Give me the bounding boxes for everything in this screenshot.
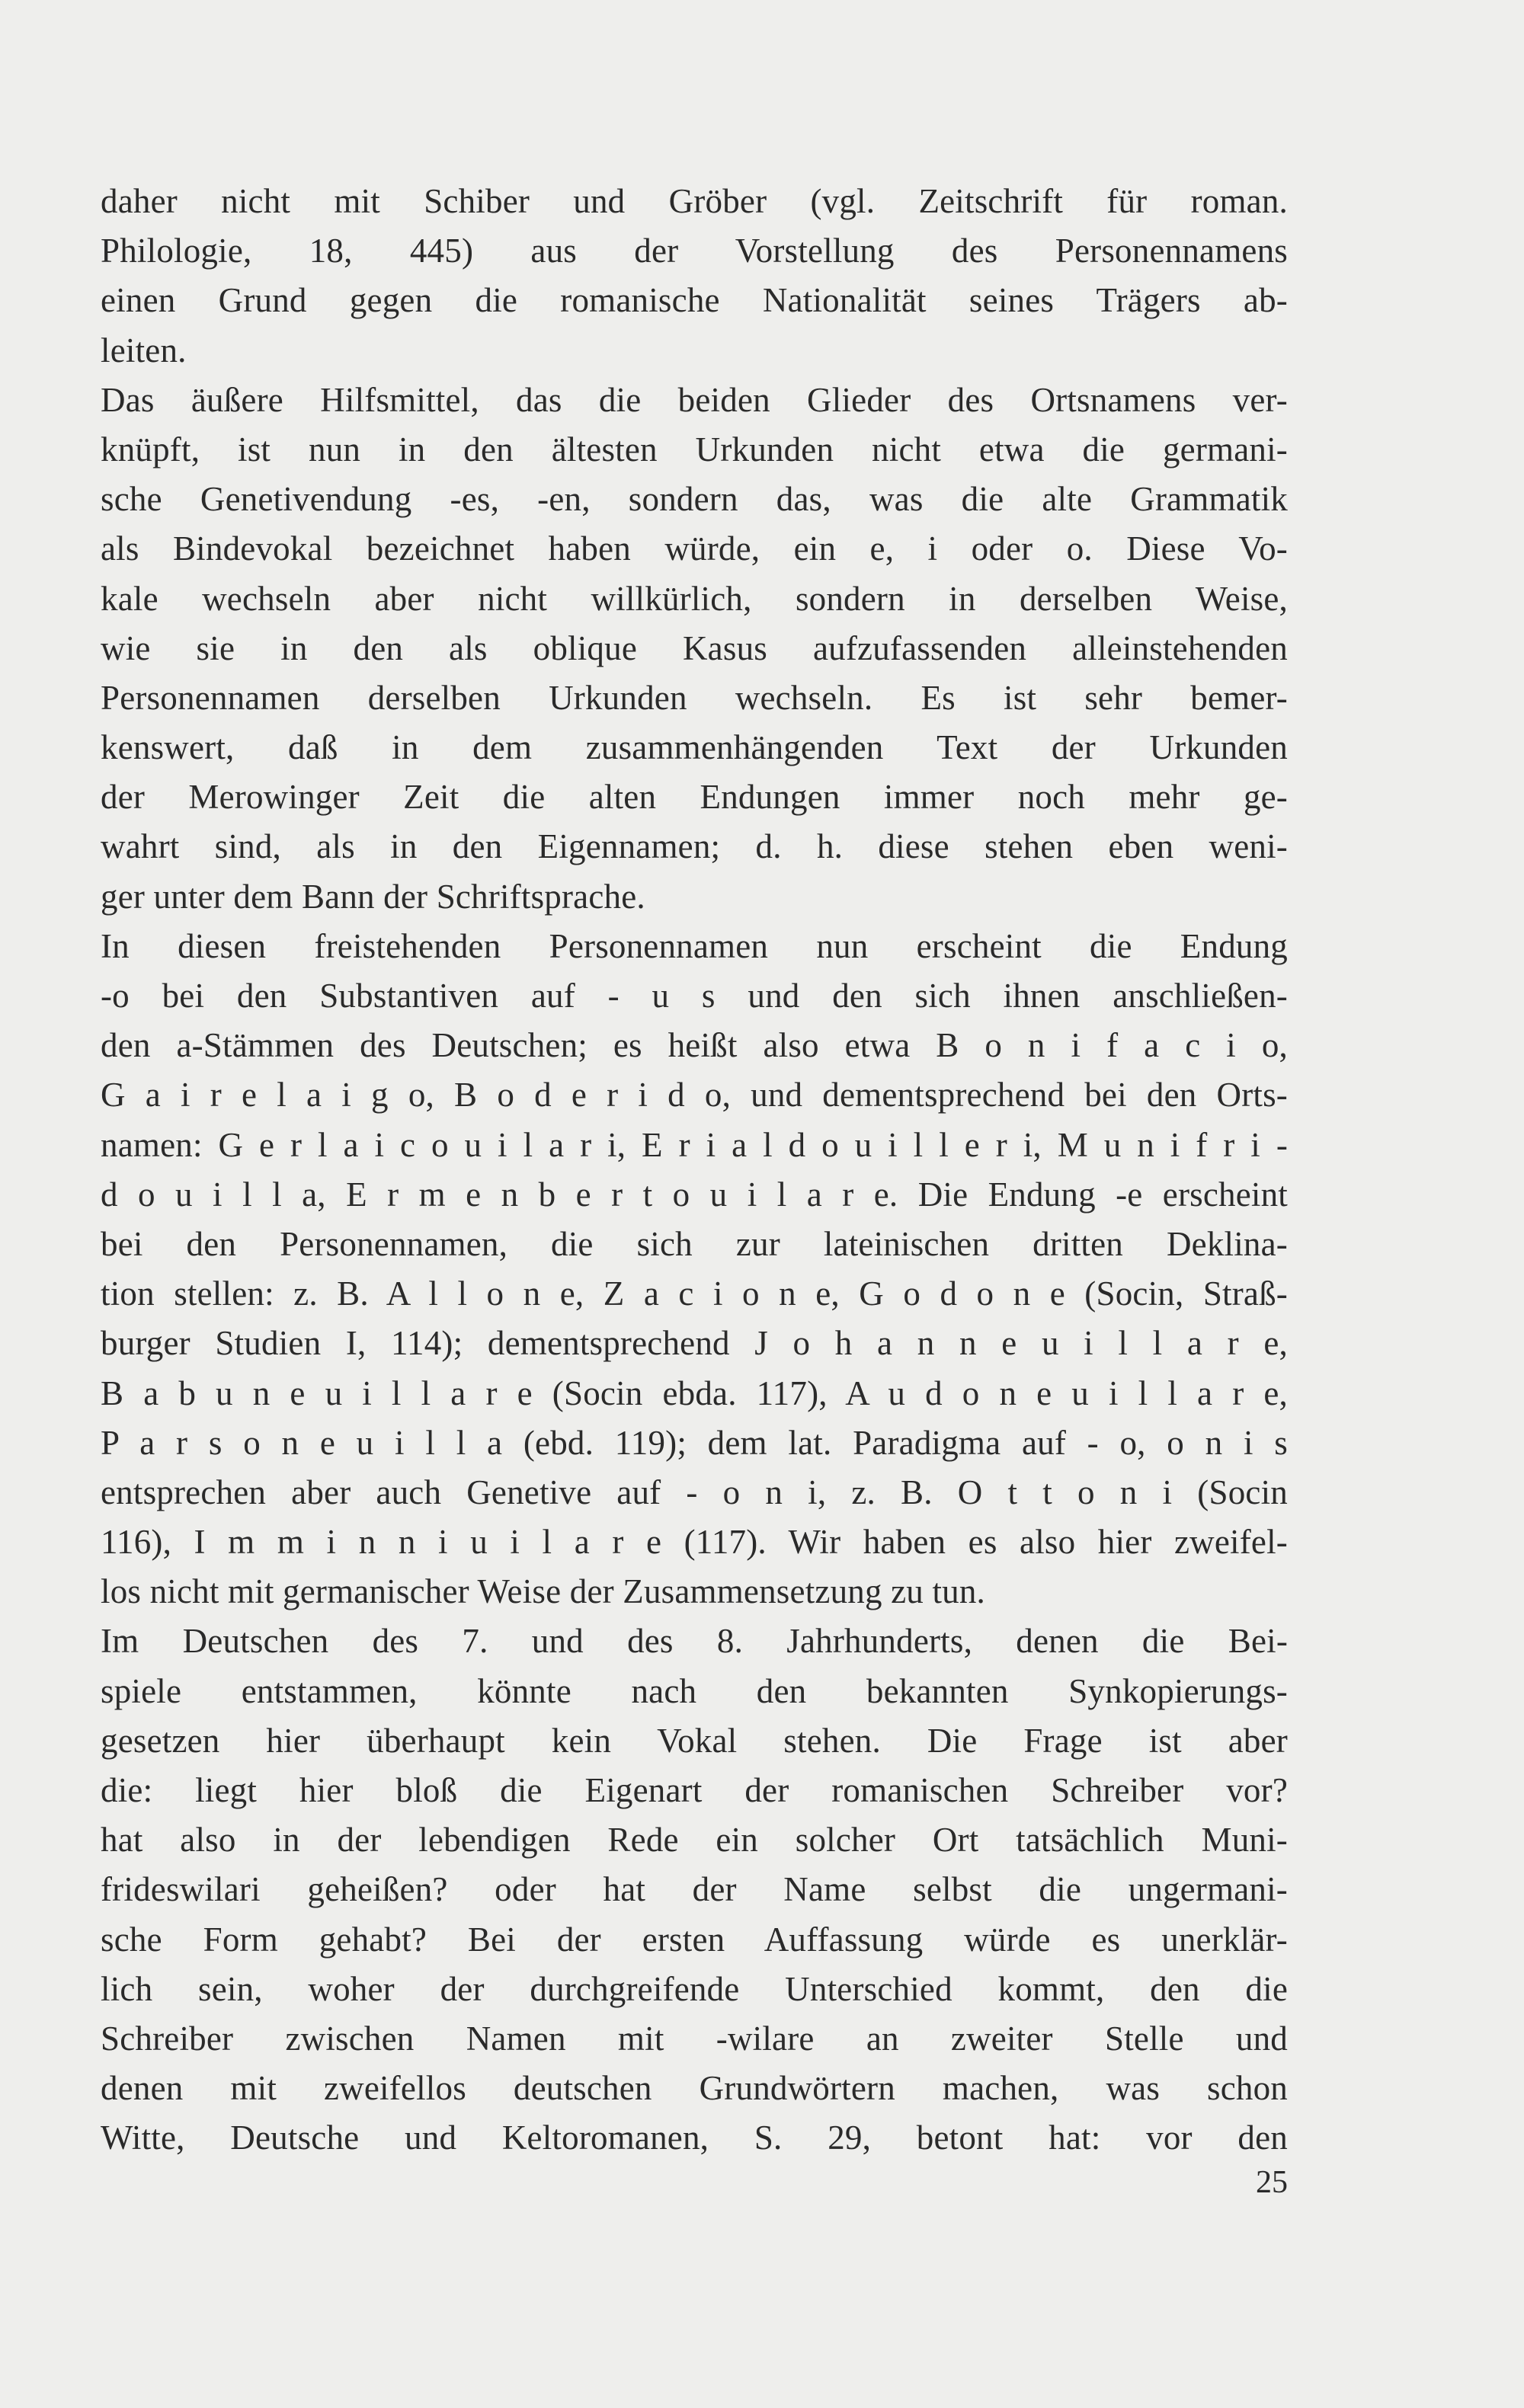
text-line: 116), I m m i n n i u i l a r e (117). Wir haben es also hier zweifel-	[101, 1523, 1288, 1562]
text-line: ger unter dem Bann der Schriftsprache.	[101, 877, 645, 916]
text-line: B a b u n e u i l l a r e (Socin ebda. 117), A u d o n e u i l l a r e,	[101, 1373, 1288, 1412]
text-line: burger Studien I, 114); dementsprechend J o h a n n e u i l l a r e,	[101, 1324, 1288, 1363]
text-line: hat also in der lebendigen Rede ein solcher Ort tatsächlich Muni-	[101, 1821, 1288, 1860]
text-line: bei den Personennamen, die sich zur lateinischen dritten Deklina-	[101, 1224, 1288, 1263]
body-text	[101, 177, 1288, 2163]
text-line: Das äußere Hilfsmittel, das die beiden Glieder des Ortsnamens ver-	[101, 380, 1288, 419]
text-line: daher nicht mit Schiber und Gröber (vgl. Zeitschrift für roman.	[101, 182, 1288, 220]
text-line: einen Grund gegen die romanische Nationalität seines Trägers ab-	[101, 281, 1288, 320]
text-line: knüpft, ist nun in den ältesten Urkunden nicht etwa die germani-	[101, 430, 1288, 468]
page-number: 25	[1256, 2165, 1288, 2200]
text-line: los nicht mit germanischer Weise der Zusammensetzung zu tun.	[101, 1572, 985, 1611]
text-line: gesetzen hier überhaupt kein Vokal stehen. Die Frage ist aber	[101, 1721, 1288, 1760]
text-line: d o u i l l a, E r m e n b e r t o u i l a r e. Die Endung -e erscheint	[101, 1175, 1288, 1214]
text-line: sche Genetivendung -es, -en, sondern das, was die alte Grammatik	[101, 480, 1288, 519]
text-line: Personennamen derselben Urkunden wechseln. Es ist sehr bemer-	[101, 678, 1288, 717]
text-line: frideswilari geheißen? oder hat der Name selbst die ungermani-	[101, 1870, 1288, 1909]
text-line: Schreiber zwischen Namen mit -wilare an zweiter Stelle und	[101, 2019, 1288, 2058]
text-line: die: liegt hier bloß die Eigenart der romanischen Schreiber vor?	[101, 1771, 1288, 1809]
text-line: kale wechseln aber nicht willkürlich, sondern in derselben Weise,	[101, 579, 1288, 618]
text-line: tion stellen: z. B. A l l o n e, Z a c i o n e, G o d o n e (Socin, Straß-	[101, 1274, 1288, 1313]
text-line: kenswert, daß in dem zusammenhängenden Text der Urkunden	[101, 728, 1288, 767]
text-line: Witte, Deutsche und Keltoromanen, S. 29, betont hat: vor den	[101, 2119, 1288, 2157]
text-line: sche Form gehabt? Bei der ersten Auffassung würde es unerklär-	[101, 1920, 1288, 1959]
text-line: wie sie in den als oblique Kasus aufzufassenden alleinstehenden	[101, 628, 1288, 667]
text-line: Im Deutschen des 7. und des 8. Jahrhunderts, denen die Bei-	[101, 1622, 1288, 1661]
text-line: als Bindevokal bezeichnet haben würde, ein e, i oder o. Diese Vo-	[101, 529, 1288, 568]
text-line: namen: G e r l a i c o u i l a r i, E r i a l d o u i l l e r i, M u n i f r i -	[101, 1125, 1288, 1164]
text-line: spiele entstammen, könnte nach den bekannten Synkopierungs-	[101, 1671, 1288, 1710]
text-line: -o bei den Substantiven auf - u s und den sich ihnen anschließen-	[101, 977, 1288, 1015]
text-line: G a i r e l a i g o, B o d e r i d o, und dementsprechend bei den Orts-	[101, 1076, 1288, 1114]
text-line: denen mit zweifellos deutschen Grundwörtern machen, was schon	[101, 2069, 1288, 2108]
text-line: P a r s o n e u i l l a (ebd. 119); dem lat. Paradigma auf - o, o n i s	[101, 1423, 1288, 1462]
text-line: leiten.	[101, 331, 187, 369]
text-line: Philologie, 18, 445) aus der Vorstellung des Personennamens	[101, 232, 1288, 270]
text-line: entsprechen aber auch Genetive auf - o n i, z. B. O t t o n i (Socin	[101, 1473, 1288, 1511]
text-line: In diesen freistehenden Personennamen nun erscheint die Endung	[101, 926, 1288, 965]
text-line: lich sein, woher der durchgreifende Unterschied kommt, den die	[101, 1969, 1288, 2008]
text-line: den a-Stämmen des Deutschen; es heißt also etwa B o n i f a c i o,	[101, 1026, 1288, 1065]
text-line: wahrt sind, als in den Eigennamen; d. h. diese stehen eben weni-	[101, 827, 1288, 866]
text-line: der Merowinger Zeit die alten Endungen immer noch mehr ge-	[101, 778, 1288, 817]
